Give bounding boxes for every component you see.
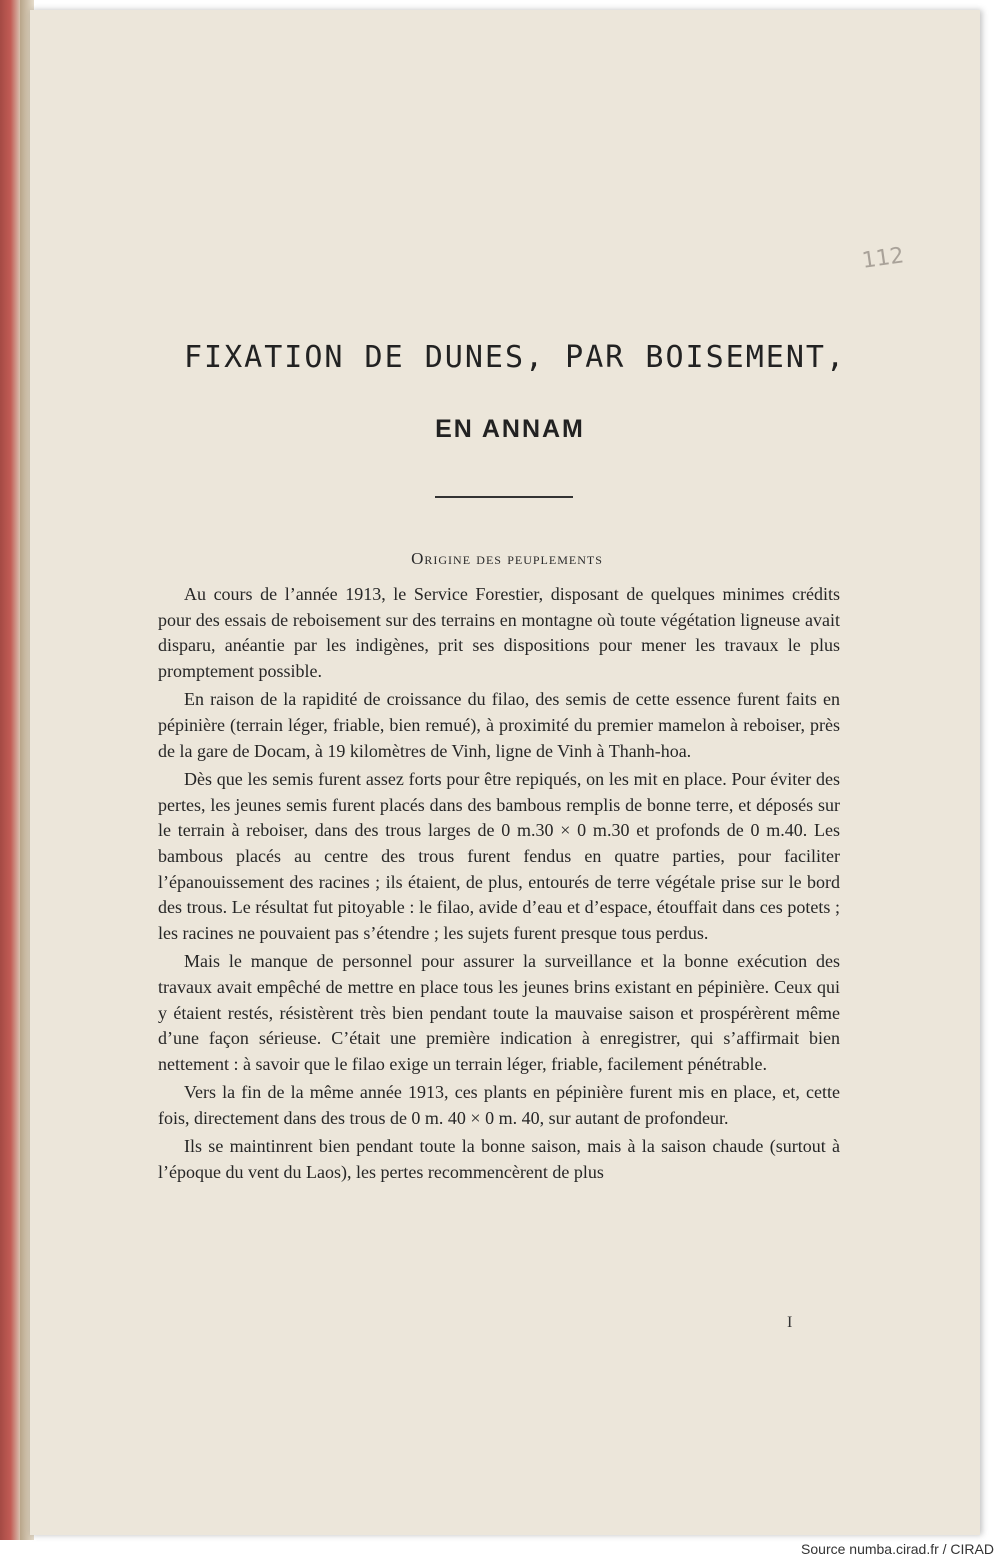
section-heading: Origine des peuplements — [411, 549, 603, 568]
paragraph: Ils se maintinrent bien pendant toute la bonne saison, mais à la saison chaude (surtout à l’époque du vent du Laos), les pertes recommencèrent de plus — [158, 1136, 840, 1183]
page-title: FIXATION DE DUNES, PAR BOISEMENT, — [183, 340, 847, 375]
page-subtitle: EN ANNAM — [435, 415, 585, 443]
pencil-note: 112 — [860, 243, 906, 274]
title-divider — [435, 496, 573, 498]
paragraph: Vers la fin de la même année 1913, ces plants en pépinière furent mis en place, et, cette fois, directement dans des trous de 0 m. 40 × 0 m. 40, sur autant de profondeur. — [158, 1082, 840, 1128]
paragraph: Dès que les semis furent assez forts pour être repiqués, on les mit en place. Pour éviter des pertes, les jeunes semis furent placés dans des bambous remplis de bonne terre, et déposés sur le terrain à reboiser, dans des trous larges de 0 m.30 × 0 m.30 et profonds de 0 m.40. Les bambous placés au centre des trous furent fendus en quatre parties, pour faciliter l’épanouissement des racines ; ils étaient, de plus, entourés de terre végétale prise sur le bord des trous. Le résultat fut pitoyable : le filao, avide d’eau et d’espace, étouffait dans ces potets ; les racines ne pouvaient pas s’étendre ; les sujets furent presque tous perdus. — [158, 769, 840, 943]
page-folio: I — [787, 1314, 793, 1331]
paragraph: Mais le manque de personnel pour assurer la surveillance et la bonne exécution des travaux avait empêché de mettre en place tous les jeunes brins existant en pépinière. Ceux qui y étaient restés, résistèrent très bien pendant toute la mauvaise saison et prospérèrent même d’une façon sérieuse. C’était une première indication à enregistrer, qui s’affirmait bien nettement : à savoir que le filao exige un terrain léger, friable, facilement pénétrable. — [158, 951, 840, 1074]
paragraph: En raison de la rapidité de croissance du filao, des semis de cette essence furent faits en pépinière (terrain léger, friable, bien remué), à proximité du premier mamelon à reboiser, près de la gare de Docam, à 19 kilomètres de Vinh, ligne de Vinh à Thanh-hoa. — [158, 689, 840, 761]
source-credit: Source numba.cirad.fr / CIRAD — [801, 1541, 994, 1557]
body-text — [158, 582, 840, 1189]
document-page — [30, 10, 980, 1535]
paragraph: Au cours de l’année 1913, le Service Forestier, disposant de quelques minimes crédits pour des essais de reboisement sur des terrains en montagne où toute végétation ligneuse avait disparu, anéantie par les indigènes, prit ses dispositions pour mener les travaux le plus promptement possible. — [158, 584, 840, 681]
